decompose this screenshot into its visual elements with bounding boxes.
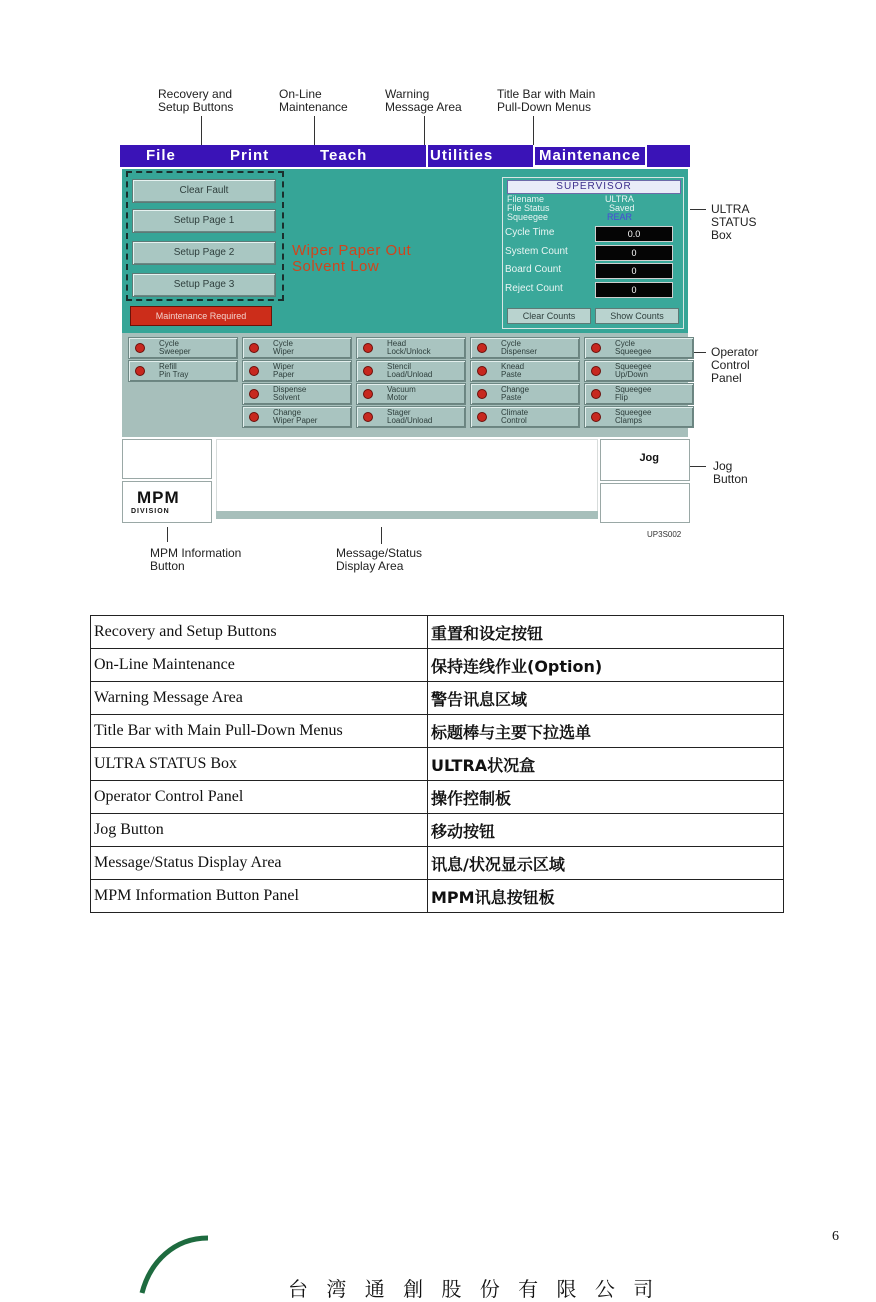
term-english: Operator Control Panel bbox=[91, 781, 428, 814]
ultra-field-value: Saved bbox=[609, 203, 635, 213]
title-bar bbox=[120, 145, 690, 167]
operator-button-label: Change Paste bbox=[501, 385, 530, 402]
operator-button[interactable] bbox=[242, 337, 352, 359]
status-led-icon bbox=[591, 412, 601, 422]
operator-button[interactable] bbox=[356, 360, 466, 382]
warning-line: Solvent Low bbox=[292, 258, 380, 275]
callout-title-bar: Title Bar with Main Pull-Down Menus bbox=[497, 87, 596, 114]
message-scrollbar[interactable] bbox=[216, 511, 598, 519]
operator-button-label: Head Lock/Unlock bbox=[387, 339, 431, 356]
operator-button-label: Cycle Dispenser bbox=[501, 339, 538, 356]
status-led-icon bbox=[249, 366, 259, 376]
mpm-screen bbox=[120, 145, 690, 527]
term-chinese: 标题棒与主要下拉选单 bbox=[428, 715, 784, 748]
callout-online-maintenance: On-Line Maintenance bbox=[279, 87, 348, 114]
status-led-icon bbox=[249, 343, 259, 353]
setup-page-3-button[interactable]: Setup Page 3 bbox=[132, 273, 276, 297]
blank-status-box bbox=[600, 483, 690, 523]
term-chinese: 操作控制板 bbox=[428, 781, 784, 814]
term-chinese: 保持连线作业(Option) bbox=[428, 649, 784, 682]
operator-button[interactable] bbox=[584, 337, 694, 359]
operator-button-label: Vacuum Motor bbox=[387, 385, 416, 402]
operator-button-label: Cycle Wiper bbox=[273, 339, 294, 356]
maintenance-required-button[interactable]: Maintenance Required bbox=[130, 306, 272, 326]
term-chinese: 讯息/状况显示区域 bbox=[428, 847, 784, 880]
menu-print[interactable]: Print bbox=[230, 147, 270, 164]
setup-page-1-button[interactable]: Setup Page 1 bbox=[132, 209, 276, 233]
term-chinese: MPM讯息按钮板 bbox=[428, 880, 784, 913]
company-logo-arc bbox=[130, 1232, 220, 1302]
status-led-icon bbox=[477, 343, 487, 353]
operator-button[interactable] bbox=[584, 383, 694, 405]
menu-file[interactable]: File bbox=[146, 147, 176, 164]
status-area bbox=[122, 169, 688, 333]
bottom-area bbox=[120, 437, 690, 527]
clear-fault-button[interactable]: Clear Fault bbox=[132, 179, 276, 203]
mpm-logo: MPM bbox=[137, 488, 180, 507]
operator-button-label: Stencil Load/Unload bbox=[387, 362, 433, 379]
warning-message-area bbox=[292, 243, 411, 275]
callout-jog-button: Jog Button bbox=[713, 459, 748, 486]
callout-recovery-setup: Recovery and Setup Buttons bbox=[158, 87, 234, 114]
status-led-icon bbox=[363, 412, 373, 422]
status-led-icon bbox=[135, 343, 145, 353]
cycle-time-label: Cycle Time bbox=[505, 227, 555, 238]
table-row bbox=[91, 880, 784, 913]
operator-button[interactable] bbox=[356, 337, 466, 359]
reject-count-value: 0 bbox=[595, 282, 673, 298]
operator-button[interactable] bbox=[584, 360, 694, 382]
board-count-label: Board Count bbox=[505, 264, 562, 275]
ultra-field-value: REAR bbox=[607, 212, 633, 222]
operator-button-label: Cycle Sweeper bbox=[159, 339, 191, 356]
callout-operator-panel: Operator Control Panel bbox=[711, 345, 759, 385]
cycle-time-value: 0.0 bbox=[595, 226, 673, 242]
status-led-icon bbox=[477, 366, 487, 376]
operator-button-label: Change Wiper Paper bbox=[273, 408, 318, 425]
term-english: MPM Information Button Panel bbox=[91, 880, 428, 913]
mpm-division-label: DIVISION bbox=[131, 508, 170, 515]
ultra-status-box bbox=[502, 177, 684, 329]
status-led-icon bbox=[477, 412, 487, 422]
status-led-icon bbox=[135, 366, 145, 376]
status-led-icon bbox=[249, 412, 259, 422]
status-led-icon bbox=[363, 389, 373, 399]
operator-button-label: Squeegee Flip bbox=[615, 385, 652, 402]
menu-maintenance[interactable]: Maintenance bbox=[533, 145, 647, 167]
term-english: Warning Message Area bbox=[91, 682, 428, 715]
term-english: Message/Status Display Area bbox=[91, 847, 428, 880]
term-english: Jog Button bbox=[91, 814, 428, 847]
operator-button[interactable] bbox=[584, 406, 694, 428]
operator-button-label: Refill Pin Tray bbox=[159, 362, 189, 379]
mpm-information-button[interactable] bbox=[122, 481, 212, 523]
table-row bbox=[91, 748, 784, 781]
term-english: On-Line Maintenance bbox=[91, 649, 428, 682]
operator-button-label: Squeegee Clamps bbox=[615, 408, 652, 425]
status-led-icon bbox=[363, 343, 373, 353]
callout-warning-area: Warning Message Area bbox=[385, 87, 462, 114]
ultra-field-value: ULTRA bbox=[605, 194, 634, 204]
operator-button-label: Stager Load/Unload bbox=[387, 408, 433, 425]
clear-counts-button[interactable]: Clear Counts bbox=[507, 308, 591, 324]
term-chinese: 警告讯息区域 bbox=[428, 682, 784, 715]
menu-utilities[interactable]: Utilities bbox=[426, 145, 493, 167]
menu-teach[interactable]: Teach bbox=[320, 147, 368, 164]
operator-button[interactable] bbox=[242, 360, 352, 382]
term-chinese: 重置和设定按钮 bbox=[428, 616, 784, 649]
figure-id: UP3S002 bbox=[647, 530, 682, 539]
operator-button[interactable] bbox=[242, 406, 352, 428]
operator-button[interactable] bbox=[470, 337, 580, 359]
system-count-value: 0 bbox=[595, 245, 673, 261]
term-english: Title Bar with Main Pull-Down Menus bbox=[91, 715, 428, 748]
operator-button[interactable] bbox=[470, 406, 580, 428]
status-led-icon bbox=[591, 389, 601, 399]
message-status-display bbox=[216, 439, 598, 513]
operator-button-label: Dispense Solvent bbox=[273, 385, 307, 402]
operator-button[interactable] bbox=[470, 360, 580, 382]
ultra-field-label: File Status bbox=[507, 203, 550, 213]
operator-button[interactable] bbox=[470, 383, 580, 405]
jog-label: Jog bbox=[639, 452, 659, 464]
table-row bbox=[91, 715, 784, 748]
page-number: 6 bbox=[832, 1229, 839, 1244]
ultra-title: SUPERVISOR bbox=[507, 180, 681, 194]
table-row bbox=[91, 781, 784, 814]
term-chinese: ULTRA状况盒 bbox=[428, 748, 784, 781]
operator-button[interactable] bbox=[356, 406, 466, 428]
status-led-icon bbox=[249, 389, 259, 399]
callout-mpm-info: MPM Information Button bbox=[150, 546, 242, 573]
footer-company-name: 台 湾 通 創 股 份 有 限 公 司 bbox=[288, 1277, 660, 1301]
warning-line: Wiper Paper Out bbox=[292, 242, 412, 259]
ultra-field-label: Squeegee bbox=[507, 212, 549, 222]
term-english: ULTRA STATUS Box bbox=[91, 748, 428, 781]
table-row bbox=[91, 814, 784, 847]
system-count-label: System Count bbox=[505, 246, 568, 257]
operator-button-label: Cycle Squeegee bbox=[615, 339, 652, 356]
operator-button-label: Climate Control bbox=[501, 408, 529, 425]
callout-ultra-status: ULTRA STATUS Box bbox=[711, 202, 757, 242]
reject-count-label: Reject Count bbox=[505, 283, 563, 294]
jog-button[interactable] bbox=[600, 439, 690, 481]
table-row bbox=[91, 847, 784, 880]
operator-button[interactable] bbox=[128, 360, 238, 382]
operator-button-label: Squeegee Up/Down bbox=[615, 362, 652, 379]
operator-button-label: Knead Paste bbox=[501, 362, 525, 379]
operator-button[interactable] bbox=[128, 337, 238, 359]
callout-message-area: Message/Status Display Area bbox=[336, 546, 423, 573]
table-row bbox=[91, 649, 784, 682]
term-chinese: 移动按钮 bbox=[428, 814, 784, 847]
blank-info-box bbox=[122, 439, 212, 479]
term-english: Recovery and Setup Buttons bbox=[91, 616, 428, 649]
status-led-icon bbox=[477, 389, 487, 399]
operator-button[interactable] bbox=[356, 383, 466, 405]
show-counts-button[interactable]: Show Counts bbox=[595, 308, 679, 324]
table-row bbox=[91, 616, 784, 649]
table-row bbox=[91, 682, 784, 715]
setup-page-2-button[interactable]: Setup Page 2 bbox=[132, 241, 276, 265]
status-led-icon bbox=[591, 366, 601, 376]
status-led-icon bbox=[591, 343, 601, 353]
operator-button[interactable] bbox=[242, 383, 352, 405]
main-panel bbox=[122, 169, 688, 477]
operator-button-label: Wiper Paper bbox=[273, 362, 295, 379]
status-led-icon bbox=[363, 366, 373, 376]
translation-table bbox=[90, 615, 784, 913]
board-count-value: 0 bbox=[595, 263, 673, 279]
ultra-field-label: Filename bbox=[507, 194, 545, 204]
